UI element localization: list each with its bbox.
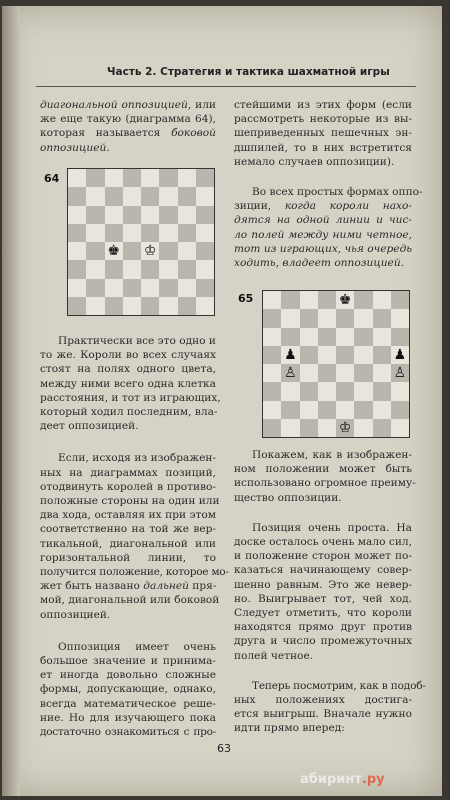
- text-line: Позиция очень проста. На: [252, 521, 412, 534]
- text-run: зиции,: [234, 200, 285, 213]
- text-run: которая называется: [40, 127, 172, 140]
- dark-square: [391, 291, 409, 309]
- dark-square: [318, 364, 336, 382]
- text-line: два хода, оставляя их при этом: [40, 509, 216, 522]
- dark-square: [354, 291, 372, 309]
- dark-square: [196, 242, 214, 260]
- light-square: [86, 297, 104, 315]
- light-square: [68, 169, 86, 187]
- dark-square: [318, 328, 336, 346]
- right-column-lower: [234, 448, 426, 736]
- dark-square: [318, 401, 336, 419]
- text-line: шенно равным. Это же невер-: [234, 578, 412, 591]
- light-square: [318, 309, 336, 327]
- text-run: тот из играющих, чья очередь: [234, 242, 413, 255]
- right-para-1: [234, 98, 412, 169]
- light-square: [263, 291, 281, 309]
- dark-square: [373, 419, 391, 437]
- text-run: .: [400, 257, 405, 270]
- dark-square: [68, 224, 86, 242]
- light-square: [159, 297, 177, 315]
- text-run: пря-: [188, 580, 217, 593]
- dark-square: [391, 401, 409, 419]
- light-square: [159, 260, 177, 278]
- text-run: боковой: [171, 127, 216, 140]
- dark-square: [336, 309, 354, 327]
- light-square: [263, 401, 281, 419]
- light-square: [373, 401, 391, 419]
- text-line: стейшими из этих форм (если: [234, 99, 412, 111]
- dark-square: [373, 382, 391, 400]
- chessboard-diagram-64: [67, 168, 215, 316]
- dark-square: [281, 328, 299, 346]
- left-column-lower: [40, 334, 229, 739]
- dark-square: [263, 346, 281, 364]
- right-para-5: [234, 679, 426, 736]
- light-square: [263, 328, 281, 346]
- dark-square: [86, 169, 104, 187]
- text-line: же еще такую (диаграмма 64),: [40, 113, 216, 126]
- light-square: [391, 419, 409, 437]
- dark-square: [178, 187, 196, 205]
- dark-square: [354, 364, 372, 382]
- text-run: когда короли нахо-: [284, 200, 412, 213]
- light-square: [68, 206, 86, 224]
- dark-square: [123, 169, 141, 187]
- page-spine-shadow: [2, 6, 20, 796]
- text-line: дшпилей, то в них встретится: [234, 141, 412, 154]
- right-column: [234, 98, 423, 270]
- text-line: деет оппозицией.: [40, 420, 139, 433]
- dark-square: [336, 346, 354, 364]
- dark-square: [281, 291, 299, 309]
- text-line: тикальной, диагональной или: [40, 537, 216, 550]
- text-line: оппозицией.: [40, 608, 111, 621]
- light-square: [196, 187, 214, 205]
- text-line: между ними всего одна клетка: [40, 377, 216, 390]
- left-para-2: [40, 334, 221, 433]
- diagram-65-number: 65: [238, 292, 254, 305]
- text-line: положные стороны на один или: [40, 495, 220, 508]
- text-line: использовано огромное преиму-: [234, 477, 416, 490]
- dark-square: [86, 242, 104, 260]
- text-line: Покажем, как в изображен-: [252, 449, 412, 461]
- light-square: [159, 224, 177, 242]
- text-line: ных на диаграммах позиций,: [40, 466, 216, 479]
- light-square: [373, 328, 391, 346]
- dark-square: [178, 260, 196, 278]
- text-line: соответственно на той же вер-: [40, 523, 216, 536]
- text-run: ходить, владеет оппозицией: [234, 257, 401, 270]
- light-square: [105, 169, 123, 187]
- text-line: ние. Но для изучающего пока: [40, 711, 216, 724]
- dark-square: [178, 297, 196, 315]
- text-run: жет быть названо: [40, 580, 144, 593]
- light-square: [391, 382, 409, 400]
- light-square: [141, 169, 159, 187]
- watermark: [300, 772, 385, 787]
- light-square: [263, 364, 281, 382]
- light-square: [281, 382, 299, 400]
- light-square: [178, 206, 196, 224]
- header-rule: [36, 86, 416, 87]
- dark-square: [105, 260, 123, 278]
- light-square: [300, 291, 318, 309]
- right-para-3: [234, 448, 416, 505]
- dark-square: [159, 242, 177, 260]
- diagram-64-number: 64: [44, 172, 60, 185]
- chessboard-diagram-65: [262, 290, 410, 438]
- left-para-4: [40, 640, 216, 739]
- text-line: но. Выигрывает тот, чей ход.: [234, 592, 412, 605]
- dark-square: [391, 328, 409, 346]
- dark-square: [178, 224, 196, 242]
- light-square: [300, 364, 318, 382]
- dark-square: [105, 187, 123, 205]
- white-pawn-icon: ♙: [393, 365, 407, 382]
- dark-square: [86, 279, 104, 297]
- dark-square: [263, 382, 281, 400]
- text-run: , или: [187, 99, 216, 111]
- dark-square: [141, 224, 159, 242]
- light-square: [178, 169, 196, 187]
- dark-square: [159, 169, 177, 187]
- dark-square: [354, 401, 372, 419]
- right-para-2: [234, 185, 423, 270]
- dark-square: [336, 382, 354, 400]
- dark-square: [300, 309, 318, 327]
- left-column: [40, 98, 216, 155]
- light-square: [354, 309, 372, 327]
- text-run: .: [106, 141, 110, 154]
- light-square: [354, 382, 372, 400]
- white-king-icon: ♔: [338, 419, 352, 436]
- dark-square: [373, 346, 391, 364]
- light-square: [196, 260, 214, 278]
- dark-square: [159, 206, 177, 224]
- light-square: [123, 260, 141, 278]
- text-line: Во всех простых формах оппо-: [252, 186, 423, 199]
- light-square: [141, 206, 159, 224]
- black-pawn-icon: ♟: [393, 346, 407, 363]
- light-square: [123, 297, 141, 315]
- light-square: [336, 364, 354, 382]
- text-line: находятся прямо друг против: [234, 621, 412, 634]
- book-page: [2, 6, 442, 796]
- text-line: достаточно ознакомиться с про-: [40, 726, 216, 739]
- text-line: получится положение, которое мо-: [40, 566, 229, 579]
- dark-square: [141, 187, 159, 205]
- text-line: Если, исходя из изображен-: [58, 452, 216, 465]
- text-line: и положение сторон может по-: [234, 550, 412, 563]
- text-line: ном положении может быть: [234, 463, 412, 476]
- light-square: [373, 291, 391, 309]
- light-square: [105, 206, 123, 224]
- white-king-icon: ♔: [143, 243, 157, 260]
- dark-square: [123, 206, 141, 224]
- dark-square: [105, 297, 123, 315]
- white-pawn-icon: ♙: [284, 365, 297, 382]
- running-header: Часть 2. Стратегия и тактика шахматной игры: [107, 66, 390, 78]
- light-square: [105, 279, 123, 297]
- dark-square: [373, 309, 391, 327]
- page-number: 63: [217, 742, 231, 755]
- text-line: идти прямо вперед:: [234, 722, 345, 735]
- dark-square: [281, 401, 299, 419]
- light-square: [86, 260, 104, 278]
- text-line: немало случаев оппозиции).: [234, 155, 395, 168]
- dark-square: [196, 206, 214, 224]
- text-line: доске осталось очень мало сил,: [234, 536, 412, 549]
- light-square: [281, 419, 299, 437]
- light-square: [373, 364, 391, 382]
- dark-square: [300, 382, 318, 400]
- dark-square: [123, 279, 141, 297]
- dark-square: [318, 291, 336, 309]
- text-line: отодвинуть королей в противо-: [40, 480, 216, 493]
- light-square: [178, 242, 196, 260]
- text-line: Практически все это одно и: [58, 335, 216, 347]
- text-line: стоят на полях одного цвета,: [40, 363, 216, 376]
- dark-square: [68, 187, 86, 205]
- text-line: ных положениях достига-: [234, 694, 412, 707]
- dark-square: [105, 224, 123, 242]
- light-square: [354, 346, 372, 364]
- black-king-icon: ♚: [338, 292, 352, 309]
- light-square: [123, 187, 141, 205]
- light-square: [300, 328, 318, 346]
- left-para-1: [40, 98, 216, 155]
- dark-square: [123, 242, 141, 260]
- light-square: [318, 419, 336, 437]
- text-line: щество оппозиции.: [234, 491, 342, 504]
- light-square: [68, 242, 86, 260]
- text-line: Следует отметить, что короли: [234, 607, 412, 620]
- text-line: большое значение и принима-: [40, 655, 216, 668]
- light-square: [196, 224, 214, 242]
- text-line: ет иногда довольно сложные: [40, 669, 216, 682]
- black-pawn-icon: ♟: [284, 346, 297, 363]
- light-square: [159, 187, 177, 205]
- light-square: [86, 187, 104, 205]
- dark-square: [300, 419, 318, 437]
- light-square: [318, 382, 336, 400]
- watermark-suffix: .ру: [361, 772, 385, 787]
- text-run: дятся на одной линии и чис-: [234, 214, 412, 227]
- dark-square: [68, 260, 86, 278]
- light-square: [300, 401, 318, 419]
- light-square: [178, 279, 196, 297]
- dark-square: [68, 297, 86, 315]
- dark-square: [141, 297, 159, 315]
- text-line: формы, допускающие, однако,: [40, 683, 216, 696]
- dark-square: [263, 309, 281, 327]
- light-square: [281, 309, 299, 327]
- dark-square: [196, 169, 214, 187]
- text-run: дальней: [143, 580, 189, 593]
- dark-square: [159, 279, 177, 297]
- dark-square: [86, 206, 104, 224]
- text-line: казаться начинающему совер-: [234, 564, 412, 577]
- text-line: полей четное.: [234, 649, 314, 662]
- left-para-3: [40, 451, 229, 621]
- text-line: всегда математическое реше-: [40, 697, 216, 710]
- light-square: [68, 279, 86, 297]
- text-line: то же. Короли во всех случаях: [40, 349, 216, 362]
- dark-square: [354, 328, 372, 346]
- text-line: ется выигрыш. Вначале нужно: [234, 708, 412, 721]
- text-line: расстояния, и тот из играющих,: [40, 391, 221, 404]
- light-square: [354, 419, 372, 437]
- text-line: друга и число промежуточных: [234, 635, 412, 648]
- right-para-4: [234, 521, 412, 663]
- light-square: [336, 401, 354, 419]
- text-run: оппозицией: [40, 141, 107, 154]
- watermark-text: абиринт: [300, 772, 362, 787]
- text-run: диагональной оппозицией: [40, 99, 188, 111]
- dark-square: [196, 279, 214, 297]
- text-line: рассмотреть некоторые из вы-: [234, 113, 412, 126]
- light-square: [336, 328, 354, 346]
- light-square: [123, 224, 141, 242]
- text-line: шеприведенных пешечных эн-: [234, 127, 412, 140]
- light-square: [196, 297, 214, 315]
- dark-square: [300, 346, 318, 364]
- text-line: мой, диагональной или боковой: [40, 594, 220, 607]
- light-square: [318, 346, 336, 364]
- text-line: горизонтальной линии, то: [40, 551, 216, 564]
- light-square: [391, 309, 409, 327]
- black-king-icon: ♚: [107, 243, 120, 260]
- dark-square: [263, 419, 281, 437]
- text-line: Теперь посмотрим, как в подоб-: [252, 679, 426, 692]
- text-run: ло полей между ними четное,: [234, 228, 412, 241]
- text-line: который ходил последним, вла-: [40, 406, 218, 419]
- light-square: [141, 279, 159, 297]
- dark-square: [141, 260, 159, 278]
- text-line: Оппозиция имеет очень: [58, 640, 216, 653]
- light-square: [86, 224, 104, 242]
